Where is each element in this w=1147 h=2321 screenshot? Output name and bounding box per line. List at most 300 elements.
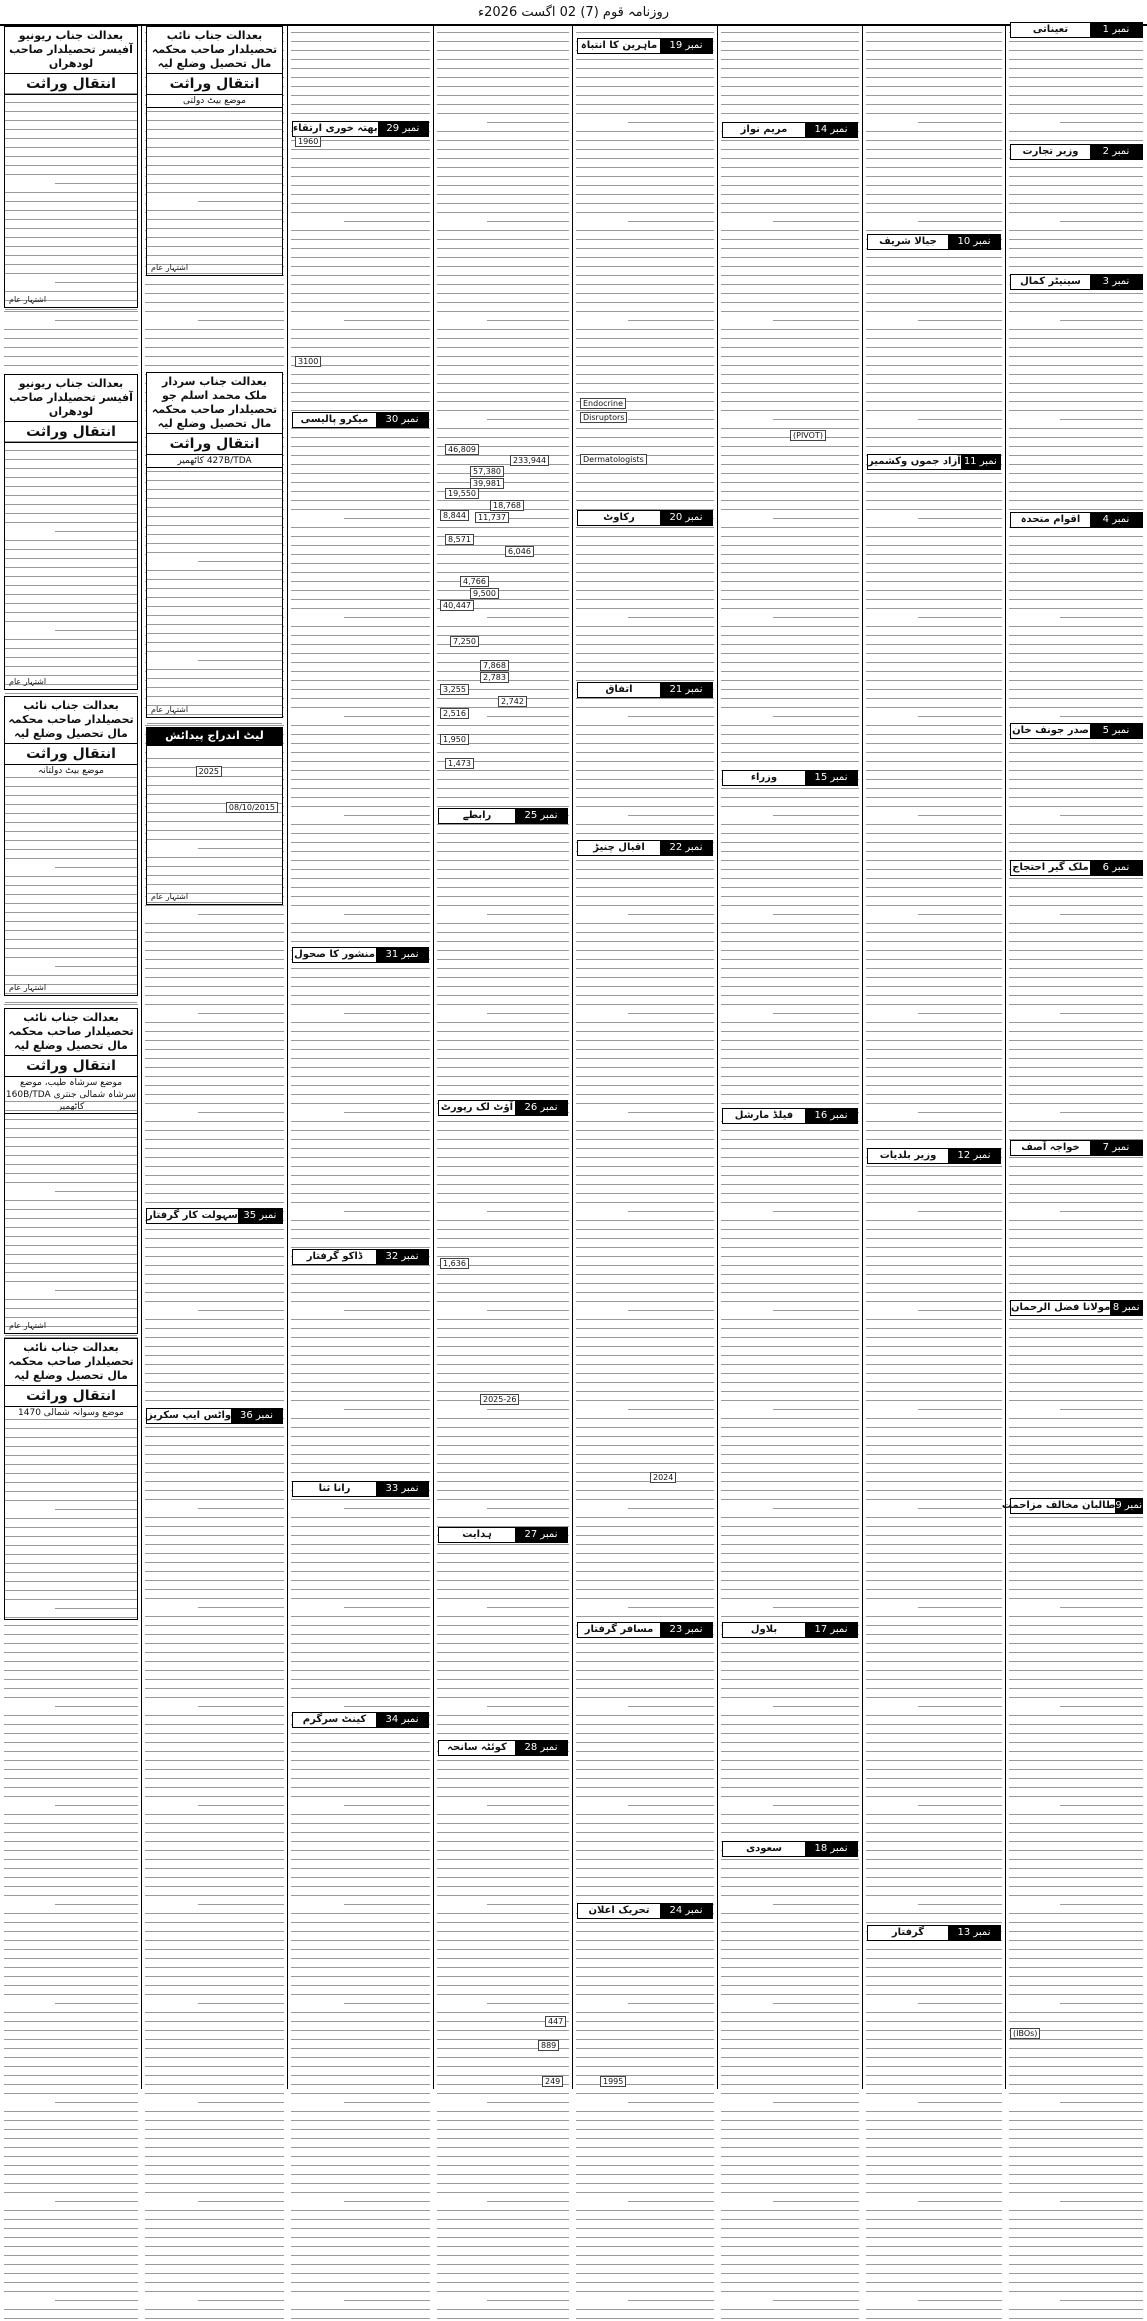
text-line (721, 746, 859, 753)
text-line (1060, 116, 1143, 123)
text-line (145, 2105, 284, 2112)
text-line (576, 665, 714, 672)
text-line (918, 1799, 1002, 1806)
text-line (576, 2132, 714, 2139)
text-line (721, 548, 859, 555)
text-line (5, 213, 137, 220)
text-line (5, 1512, 137, 1519)
text-line (5, 1248, 137, 1255)
text-line (291, 341, 430, 348)
text-line (1009, 1421, 1143, 1428)
text-line (145, 926, 284, 933)
text-line (437, 233, 569, 240)
text-line (145, 1430, 284, 1437)
latin-term: (IBOs) (1010, 2028, 1040, 2039)
text-line (291, 620, 430, 627)
text-line (145, 2159, 284, 2166)
text-line (344, 611, 430, 618)
text-line (344, 1601, 430, 1608)
text-line (576, 566, 714, 573)
text-line (198, 314, 284, 321)
text-line (5, 285, 137, 292)
text-line (145, 278, 284, 285)
text-line (866, 1682, 1002, 1689)
text-line (576, 1268, 714, 1275)
text-line (5, 186, 137, 193)
text-line (1009, 1754, 1143, 1761)
text-line (866, 737, 1002, 744)
text-line (576, 2033, 714, 2040)
text-line (866, 1340, 1002, 1347)
text-line (1009, 1790, 1143, 1797)
text-line (198, 2096, 284, 2103)
text-line (437, 377, 569, 384)
text-line (437, 1448, 569, 1455)
text-line (866, 1970, 1002, 1977)
text-line (866, 1385, 1002, 1392)
text-line (1009, 107, 1143, 114)
text-line (576, 890, 714, 897)
text-line (344, 710, 430, 717)
text-line (291, 1952, 430, 1959)
text-line (487, 2096, 569, 2103)
text-line (437, 863, 569, 870)
text-line (721, 2123, 859, 2130)
text-line (5, 1431, 137, 1438)
text-line (5, 570, 137, 577)
text-line (4, 1682, 138, 1689)
text-line (721, 2015, 859, 2022)
text-line (437, 1952, 569, 1959)
text-line (721, 305, 859, 312)
text-line (5, 807, 137, 814)
text-line (344, 512, 430, 519)
text-line (721, 1718, 859, 1725)
text-line (721, 602, 859, 609)
text-line (866, 1358, 1002, 1365)
text-line (291, 1538, 430, 1545)
text-line (291, 2141, 430, 2148)
text-line (437, 575, 569, 582)
legal-notice: بعدالت جناب نائب تحصیلدار صاحب محکمہ مال تحصیل وضلع لیہ انتقال وراثت موضع بیٹ دولتی اشتہار عام (146, 26, 283, 276)
text-line (576, 737, 714, 744)
text-line (291, 62, 430, 69)
text-line (437, 80, 569, 87)
text-line (145, 350, 284, 357)
text-line (1009, 1025, 1143, 1032)
column-rule (141, 26, 142, 2089)
text-line (866, 2042, 1002, 2049)
text-line (55, 624, 137, 631)
latin-term: (PIVOT) (790, 430, 826, 441)
text-line (5, 1275, 137, 1282)
text-line (145, 1259, 284, 1266)
text-line (291, 323, 430, 330)
text-line (437, 1943, 569, 1950)
text-line (866, 2033, 1002, 2040)
text-line (1009, 1358, 1143, 1365)
text-line (721, 1232, 859, 1239)
text-line (4, 1646, 138, 1653)
text-line (1009, 1529, 1143, 1536)
text-line (5, 660, 137, 667)
text-line (55, 177, 137, 184)
text-line (576, 1421, 714, 1428)
text-line (5, 204, 137, 211)
text-line (437, 980, 569, 987)
text-line (866, 539, 1002, 546)
text-line (576, 1079, 714, 1086)
text-line (866, 53, 1002, 60)
text-line (1009, 1592, 1143, 1599)
text-line (1009, 2222, 1143, 2229)
text-line (5, 552, 137, 559)
text-line (5, 1485, 137, 1492)
text-line (721, 62, 859, 69)
text-line (576, 1511, 714, 1518)
text-line (773, 1997, 859, 2004)
text-line (918, 1601, 1002, 1608)
text-line (1009, 1538, 1143, 1545)
text-line (721, 386, 859, 393)
text-line (145, 1529, 284, 1536)
text-line (437, 647, 569, 654)
text-line (866, 1394, 1002, 1401)
text-line (291, 584, 430, 591)
text-line (147, 752, 282, 759)
heading-8: نمبر 8 مولانا فضل الرحمان (1010, 1300, 1143, 1316)
text-line (291, 2231, 430, 2238)
figure: 889 (538, 2040, 559, 2051)
heading-12: نمبر 12 وزیر بلدیات (867, 1148, 1001, 1164)
text-line (1009, 1070, 1143, 1077)
text-line (4, 1727, 138, 1734)
text-line (1009, 1259, 1143, 1266)
text-line (721, 2177, 859, 2184)
text-line (721, 593, 859, 600)
text-line (145, 998, 284, 1005)
text-line (721, 557, 859, 564)
text-line (866, 2303, 1002, 2310)
text-line (145, 2069, 284, 2076)
text-line (198, 2294, 284, 2301)
text-line (291, 458, 430, 465)
text-line (291, 1376, 430, 1383)
text-line (198, 1898, 284, 1905)
text-line (1060, 1007, 1143, 1014)
text-line (147, 537, 282, 544)
text-line (291, 197, 430, 204)
text-line (721, 1439, 859, 1446)
text-line (145, 2276, 284, 2283)
text-line (437, 1583, 569, 1590)
text-line (866, 1133, 1002, 1140)
text-line (437, 548, 569, 555)
text-line (866, 1547, 1002, 1554)
text-line (291, 179, 430, 186)
text-line (4, 1871, 138, 1878)
text-line (628, 611, 714, 618)
text-line (866, 791, 1002, 798)
text-line (291, 1970, 430, 1977)
text-line (576, 1196, 714, 1203)
text-line (576, 332, 714, 339)
text-line (1009, 1412, 1143, 1419)
text-line (5, 258, 137, 265)
text-line (866, 305, 1002, 312)
text-line (291, 737, 430, 744)
text-line (4, 2006, 138, 2013)
text-line (145, 1808, 284, 1815)
text-line (147, 564, 282, 571)
text-line (437, 1340, 569, 1347)
text-line (721, 1511, 859, 1518)
text-line (1060, 2294, 1143, 2301)
heading-5: نمبر 5 صدر جونف خان (1010, 723, 1143, 739)
text-line (291, 1169, 430, 1176)
legal-notice: بعدالت جناب سردار ملک محمد اسلم جو تحصیلدار صاحب محکمہ مال تحصیل وضلع لیہ انتقال وراثت 427B/TDA کاٹھمیر اشتہار عام (146, 372, 283, 718)
text-line (866, 2213, 1002, 2220)
text-line (576, 1844, 714, 1851)
text-line (437, 1088, 569, 1095)
text-line (437, 1439, 569, 1446)
text-line (1009, 2051, 1143, 2058)
text-line (145, 1934, 284, 1941)
text-line (866, 845, 1002, 852)
text-line (145, 359, 284, 366)
text-line (721, 1196, 859, 1203)
text-line (1009, 1637, 1143, 1644)
text-line (576, 2114, 714, 2121)
text-line (721, 881, 859, 888)
text-line (576, 2141, 714, 2148)
text-line (5, 933, 137, 940)
text-line (1009, 647, 1143, 654)
text-line (291, 1295, 430, 1302)
text-line (721, 1079, 859, 1086)
text-line (291, 485, 430, 492)
text-line (721, 1025, 859, 1032)
text-line (437, 2285, 569, 2292)
text-line (576, 2186, 714, 2193)
text-line (437, 584, 569, 591)
text-line (866, 1745, 1002, 1752)
text-line (721, 629, 859, 636)
text-line (1009, 2060, 1143, 2067)
text-line (721, 584, 859, 591)
text-line (437, 2249, 569, 2256)
text-line (5, 1113, 137, 1120)
text-line (55, 314, 138, 321)
text-line (1009, 1394, 1143, 1401)
text-line (145, 2285, 284, 2292)
text-line (721, 1151, 859, 1158)
text-line (1009, 1475, 1143, 1482)
text-line (437, 593, 569, 600)
text-line (487, 710, 569, 717)
text-line (721, 485, 859, 492)
text-line (1060, 710, 1143, 717)
text-line (145, 1331, 284, 1338)
text-line (576, 1529, 714, 1536)
text-line (437, 2213, 569, 2220)
text-line (145, 1970, 284, 1977)
text-line (437, 1115, 569, 1122)
text-line (721, 476, 859, 483)
text-line (576, 1016, 714, 1023)
text-line (145, 1916, 284, 1923)
text-line (1009, 242, 1143, 249)
text-line (866, 557, 1002, 564)
text-line (576, 701, 714, 708)
text-line (145, 917, 284, 924)
text-line (437, 296, 569, 303)
text-line (773, 2195, 859, 2202)
text-line (291, 1079, 430, 1086)
text-line (866, 1574, 1002, 1581)
text-line (576, 1313, 714, 1320)
text-line (576, 503, 714, 510)
text-line (291, 1889, 430, 1896)
text-line (576, 1664, 714, 1671)
text-line (145, 1619, 284, 1626)
text-line (1009, 539, 1143, 546)
text-line (4, 2078, 138, 2085)
text-line (721, 1097, 859, 1104)
text-line (721, 872, 859, 879)
text-line (437, 2087, 569, 2094)
text-line (576, 134, 714, 141)
text-line (291, 962, 430, 969)
latin-term: Dermatologists (580, 454, 647, 465)
text-line (1060, 1403, 1143, 1410)
text-line (1009, 44, 1143, 51)
text-line (576, 1979, 714, 1986)
text-line (291, 800, 430, 807)
text-line (866, 1457, 1002, 1464)
text-line (291, 2240, 430, 2247)
figure: 249 (542, 2076, 563, 2087)
text-line (437, 89, 569, 96)
text-line (291, 1511, 430, 1518)
text-line (576, 242, 714, 249)
text-line (576, 638, 714, 645)
text-line (576, 791, 714, 798)
text-line (1009, 134, 1143, 141)
text-line (576, 368, 714, 375)
text-line (1009, 530, 1143, 537)
text-line (1009, 998, 1143, 1005)
text-line (291, 1673, 430, 1680)
text-line (866, 1565, 1002, 1572)
text-line (145, 1952, 284, 1959)
text-line (291, 287, 430, 294)
text-line (291, 152, 430, 159)
text-line (147, 645, 282, 652)
text-line (1009, 2150, 1143, 2157)
text-line (487, 1700, 569, 1707)
text-line (145, 2267, 284, 2274)
text-line (291, 2186, 430, 2193)
text-line (866, 2006, 1002, 2013)
text-line (291, 2123, 430, 2130)
text-line (437, 1592, 569, 1599)
text-line (55, 1185, 137, 1192)
text-line (291, 746, 430, 753)
text-line (145, 1385, 284, 1392)
text-line (437, 179, 569, 186)
text-line (291, 1646, 430, 1653)
text-line (145, 1448, 284, 1455)
text-line (918, 1997, 1002, 2004)
text-line (344, 1502, 430, 1509)
text-line (4, 1781, 138, 1788)
text-line (866, 296, 1002, 303)
text-line (5, 642, 137, 649)
text-line (291, 2312, 430, 2319)
text-line (291, 1772, 430, 1779)
text-line (1009, 494, 1143, 501)
text-line (198, 1997, 284, 2004)
text-line (628, 1700, 714, 1707)
text-line (866, 1781, 1002, 1788)
text-line (4, 2150, 138, 2157)
text-line (866, 1664, 1002, 1671)
text-line (198, 654, 282, 661)
text-line (1009, 53, 1143, 60)
text-line (721, 2159, 859, 2166)
text-line (576, 233, 714, 240)
text-line (145, 1466, 284, 1473)
text-line (291, 845, 430, 852)
text-line (576, 1637, 714, 1644)
text-line (4, 1907, 138, 1914)
text-line (145, 1691, 284, 1698)
text-line (145, 1052, 284, 1059)
text-line (576, 827, 714, 834)
text-line (147, 779, 282, 786)
text-line (721, 161, 859, 168)
text-line (437, 881, 569, 888)
text-line (437, 2060, 569, 2067)
column-7 (145, 26, 284, 2089)
text-line (866, 1772, 1002, 1779)
legal-notice: بعدالت جناب ریونیو آفیسر تحصیلدار صاحب لودھراں انتقال وراثت اشتہار عام (4, 374, 138, 690)
text-line (55, 2195, 138, 2202)
text-line (291, 1439, 430, 1446)
text-line (291, 971, 430, 978)
text-line (291, 2132, 430, 2139)
text-line (721, 2186, 859, 2193)
text-line (576, 593, 714, 600)
text-line (291, 1232, 430, 1239)
text-line (773, 1502, 859, 1509)
text-line (437, 1520, 569, 1527)
text-line (198, 555, 282, 562)
text-line (4, 1691, 138, 1698)
text-line (1009, 197, 1143, 204)
text-line (866, 2312, 1002, 2319)
text-line (145, 1943, 284, 1950)
text-line (576, 1583, 714, 1590)
text-line (721, 26, 859, 33)
text-line (487, 215, 569, 222)
text-line (291, 332, 430, 339)
text-line (721, 1952, 859, 1959)
text-line (145, 1223, 284, 1230)
text-line (291, 386, 430, 393)
text-line (576, 2159, 714, 2166)
